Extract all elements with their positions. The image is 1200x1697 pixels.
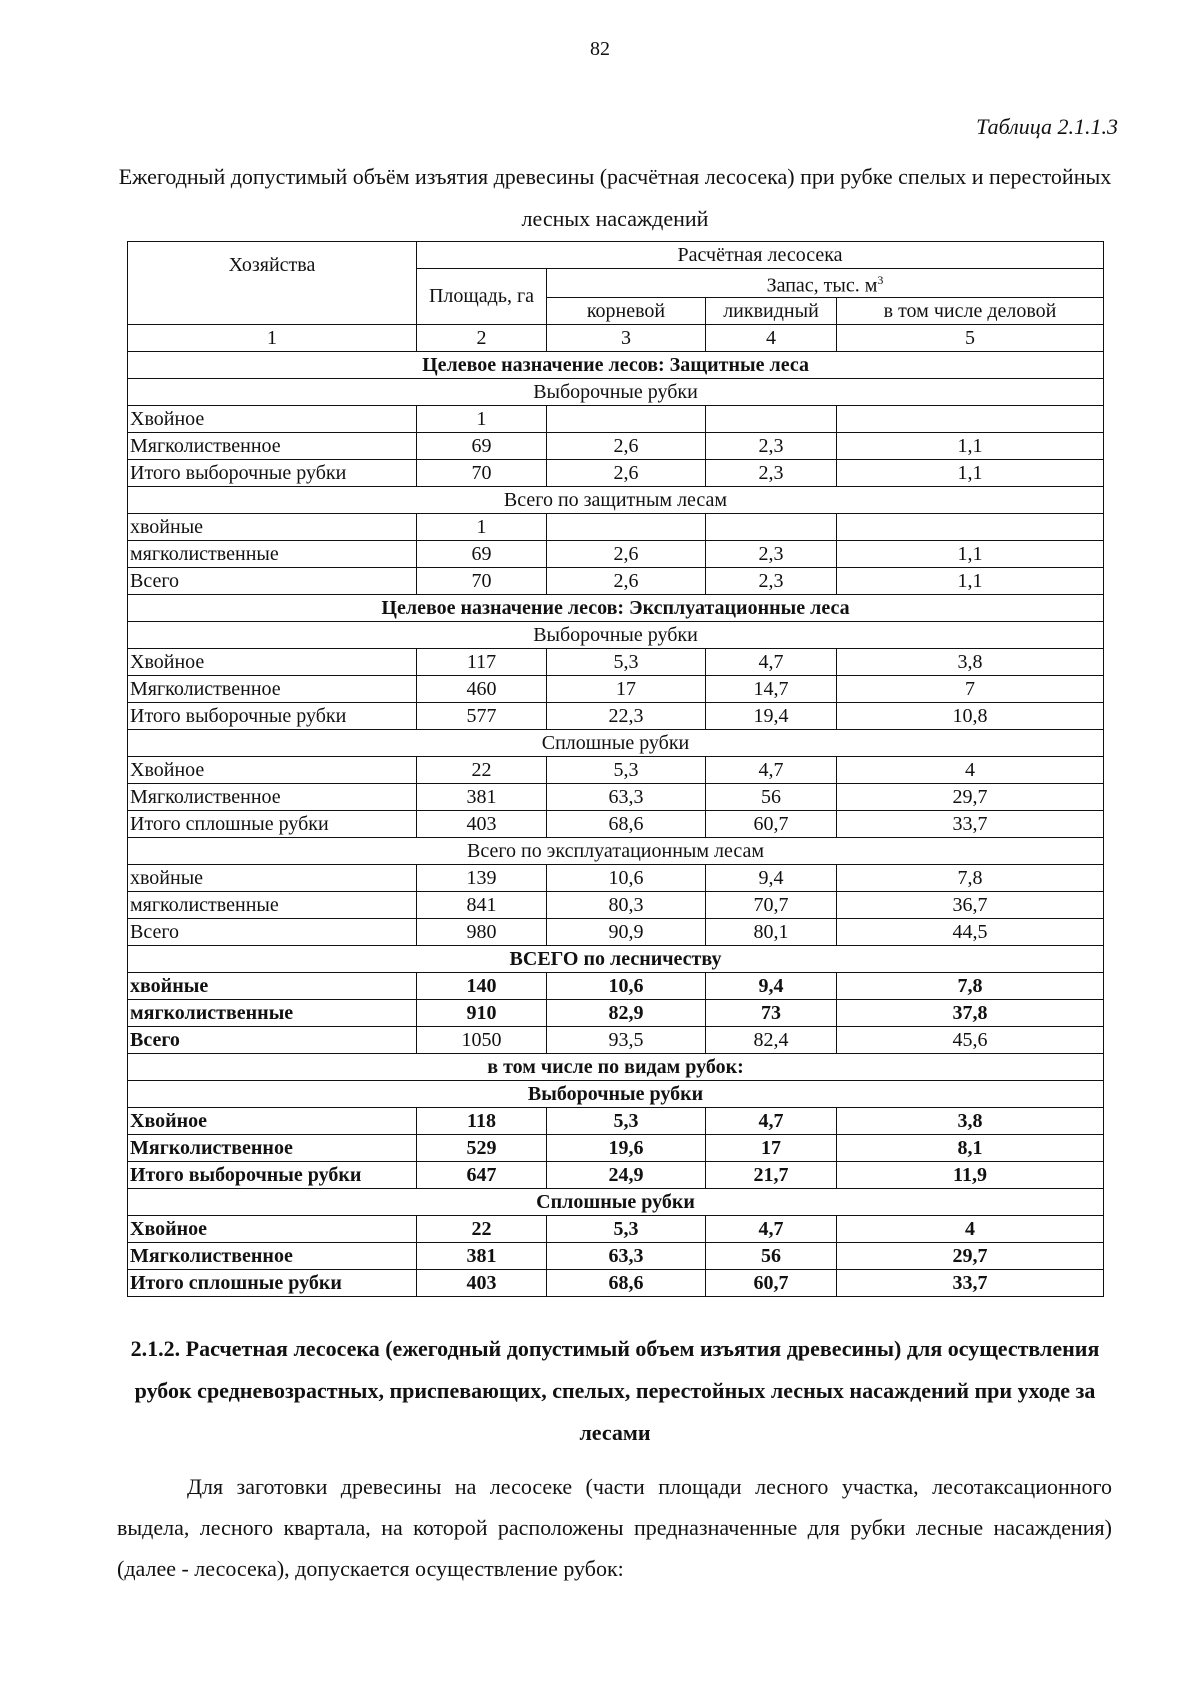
row-label: Итого сплошные рубки [128,810,417,837]
row-label: Итого выборочные рубки [128,1161,417,1188]
row-value: 19,6 [547,1134,706,1161]
row-value: 647 [417,1161,547,1188]
row-label: Всего [128,1026,417,1053]
table-row [128,459,1104,486]
table-row [128,1026,1104,1053]
section-heading: 2.1.2. Расчетная лесосека (ежегодный допустимый объем изъятия древесины) для осуществления рубок средневозрастных, приспевающих, спелых, перестойных лесных насаждений при уходе за лесами [130,1336,1100,1445]
section-title: Целевое назначение лесов: Защитные леса [128,351,1104,378]
section-title: Выборочные рубки [128,621,1104,648]
row-value: 5,3 [547,1107,706,1134]
section-title: Всего по эксплуатационным лесам [128,837,1104,864]
row-value: 22,3 [547,702,706,729]
row-label: мягколиственные [128,540,417,567]
table-label: Таблица 2.1.1.3 [976,114,1118,139]
row-value: 60,7 [706,1269,837,1296]
table-section-row [128,837,1104,864]
row-value: 33,7 [837,1269,1104,1296]
row-label: Мягколиственное [128,783,417,810]
header-num: 1 [128,324,417,351]
row-value: 118 [417,1107,547,1134]
row-label: Хвойное [128,1107,417,1134]
row-label: Итого сплошные рубки [128,1269,417,1296]
row-value: 5,3 [547,648,706,675]
row-value: 4 [837,756,1104,783]
table-row [128,1161,1104,1188]
row-value: 29,7 [837,783,1104,810]
table-section-row [128,378,1104,405]
table-row [128,918,1104,945]
row-value: 45,6 [837,1026,1104,1053]
header-stock-sup: 3 [877,273,884,287]
row-value: 69 [417,540,547,567]
table-row [128,540,1104,567]
row-value: 93,5 [547,1026,706,1053]
row-value [547,405,706,432]
table-row [128,1242,1104,1269]
row-value: 11,9 [837,1161,1104,1188]
row-value: 403 [417,1269,547,1296]
row-value: 403 [417,810,547,837]
row-value [837,405,1104,432]
table-row [128,675,1104,702]
row-value: 1 [417,513,547,540]
header-farm: Хозяйства [128,242,417,325]
table-section-row [128,1053,1104,1080]
row-value: 841 [417,891,547,918]
header-numbers-row [128,324,1104,351]
row-value: 9,4 [706,972,837,999]
row-label: Мягколиственное [128,1242,417,1269]
row-value: 33,7 [837,810,1104,837]
table-row [128,891,1104,918]
header-num: 5 [837,324,1104,351]
row-value: 60,7 [706,810,837,837]
row-value: 82,4 [706,1026,837,1053]
section-title: Выборочные рубки [128,378,1104,405]
row-value: 4,7 [706,1215,837,1242]
row-label: Хвойное [128,756,417,783]
row-value: 70 [417,459,547,486]
row-value: 4 [837,1215,1104,1242]
row-label: хвойные [128,972,417,999]
row-value: 117 [417,648,547,675]
row-value: 37,8 [837,999,1104,1026]
row-value: 381 [417,783,547,810]
table-section-row [128,1080,1104,1107]
row-value: 10,6 [547,864,706,891]
row-value: 69 [417,432,547,459]
row-value [706,513,837,540]
table-section-row [128,486,1104,513]
table-row [128,405,1104,432]
row-label: Мягколиственное [128,1134,417,1161]
harvest-table [127,241,1104,1297]
header-area: Площадь, га [417,269,547,325]
row-value: 2,6 [547,432,706,459]
table-row [128,1134,1104,1161]
page-number: 82 [590,38,610,60]
row-value: 3,8 [837,648,1104,675]
row-value: 1,1 [837,459,1104,486]
row-value: 70 [417,567,547,594]
table-row [128,783,1104,810]
row-value: 2,3 [706,459,837,486]
row-value: 5,3 [547,756,706,783]
row-value: 70,7 [706,891,837,918]
row-value [837,513,1104,540]
row-value: 36,7 [837,891,1104,918]
row-value: 68,6 [547,810,706,837]
row-value: 21,7 [706,1161,837,1188]
row-value: 1050 [417,1026,547,1053]
row-label: Итого выборочные рубки [128,702,417,729]
row-value: 4,7 [706,648,837,675]
row-value: 22 [417,1215,547,1242]
table-section-row [128,729,1104,756]
row-value: 10,8 [837,702,1104,729]
header-num: 2 [417,324,547,351]
row-value: 140 [417,972,547,999]
row-value: 19,4 [706,702,837,729]
row-value: 7 [837,675,1104,702]
section-title: в том числе по видам рубок: [128,1053,1104,1080]
row-value: 980 [417,918,547,945]
section-title: Целевое назначение лесов: Эксплуатационные леса [128,594,1104,621]
row-value: 529 [417,1134,547,1161]
table-row [128,702,1104,729]
row-value: 17 [706,1134,837,1161]
header-business: в том числе деловой [837,297,1104,324]
row-value: 22 [417,756,547,783]
row-value: 17 [547,675,706,702]
row-value: 2,6 [547,567,706,594]
row-value: 2,3 [706,567,837,594]
header-stock [547,269,1104,298]
row-value: 4,7 [706,1107,837,1134]
table-row [128,648,1104,675]
row-value: 29,7 [837,1242,1104,1269]
row-value: 68,6 [547,1269,706,1296]
row-value: 90,9 [547,918,706,945]
row-value: 82,9 [547,999,706,1026]
row-value: 1 [417,405,547,432]
body-paragraph: Для заготовки древесины на лесосеке (части площади лесного участка, лесотаксационного выдела, лесного квартала, на которой расположены предназначенные для рубки лесные насаждения) (далее - лесосека), допускается осуществление рубок: [117,1474,1112,1581]
table-section-row [128,594,1104,621]
header-num: 4 [706,324,837,351]
table-row [128,810,1104,837]
row-value: 2,6 [547,459,706,486]
row-value [706,405,837,432]
row-value: 2,6 [547,540,706,567]
table-title: Ежегодный допустимый объём изъятия древесины (расчётная лесосека) при рубке спелых и перестойных лесных насаждений [118,164,1112,231]
table-row [128,864,1104,891]
row-value: 381 [417,1242,547,1269]
row-value: 4,7 [706,756,837,783]
row-value: 2,3 [706,540,837,567]
table-row [128,567,1104,594]
row-value: 73 [706,999,837,1026]
row-label: хвойные [128,864,417,891]
row-value: 577 [417,702,547,729]
section-title: Сплошные рубки [128,729,1104,756]
row-value: 63,3 [547,783,706,810]
header-root: корневой [547,297,706,324]
table-row [128,432,1104,459]
table-row [128,999,1104,1026]
row-value: 1,1 [837,540,1104,567]
header-liquid: ликвидный [706,297,837,324]
row-value: 3,8 [837,1107,1104,1134]
row-value: 56 [706,783,837,810]
row-value: 80,3 [547,891,706,918]
row-value: 910 [417,999,547,1026]
table-row [128,513,1104,540]
table-row [128,1107,1104,1134]
row-value: 56 [706,1242,837,1269]
row-value: 9,4 [706,864,837,891]
row-value: 14,7 [706,675,837,702]
table-row [128,756,1104,783]
section-title: Выборочные рубки [128,1080,1104,1107]
table-section-row [128,1188,1104,1215]
section-title: Сплошные рубки [128,1188,1104,1215]
row-label: хвойные [128,513,417,540]
row-value: 24,9 [547,1161,706,1188]
row-value: 1,1 [837,432,1104,459]
row-value: 10,6 [547,972,706,999]
row-label: Хвойное [128,405,417,432]
row-label: Мягколиственное [128,675,417,702]
header-stock-label: Запас, тыс. м [766,274,878,297]
row-label: Всего [128,567,417,594]
section-title: ВСЕГО по лесничеству [128,945,1104,972]
row-value: 8,1 [837,1134,1104,1161]
row-label: Хвойное [128,648,417,675]
row-label: мягколиственные [128,999,417,1026]
table-row [128,972,1104,999]
row-value: 5,3 [547,1215,706,1242]
row-value: 2,3 [706,432,837,459]
row-label: Всего [128,918,417,945]
row-value: 44,5 [837,918,1104,945]
row-value: 1,1 [837,567,1104,594]
row-value [547,513,706,540]
table-row [128,1215,1104,1242]
row-value: 7,8 [837,972,1104,999]
section-title: Всего по защитным лесам [128,486,1104,513]
row-value: 80,1 [706,918,837,945]
row-label: Хвойное [128,1215,417,1242]
header-group: Расчётная лесосека [417,242,1104,269]
row-label: мягколиственные [128,891,417,918]
row-value: 63,3 [547,1242,706,1269]
row-label: Мягколиственное [128,432,417,459]
header-num: 3 [547,324,706,351]
table-row [128,1269,1104,1296]
table-section-row [128,945,1104,972]
row-value: 460 [417,675,547,702]
table-section-row [128,351,1104,378]
row-label: Итого выборочные рубки [128,459,417,486]
table-section-row [128,621,1104,648]
row-value: 139 [417,864,547,891]
row-value: 7,8 [837,864,1104,891]
